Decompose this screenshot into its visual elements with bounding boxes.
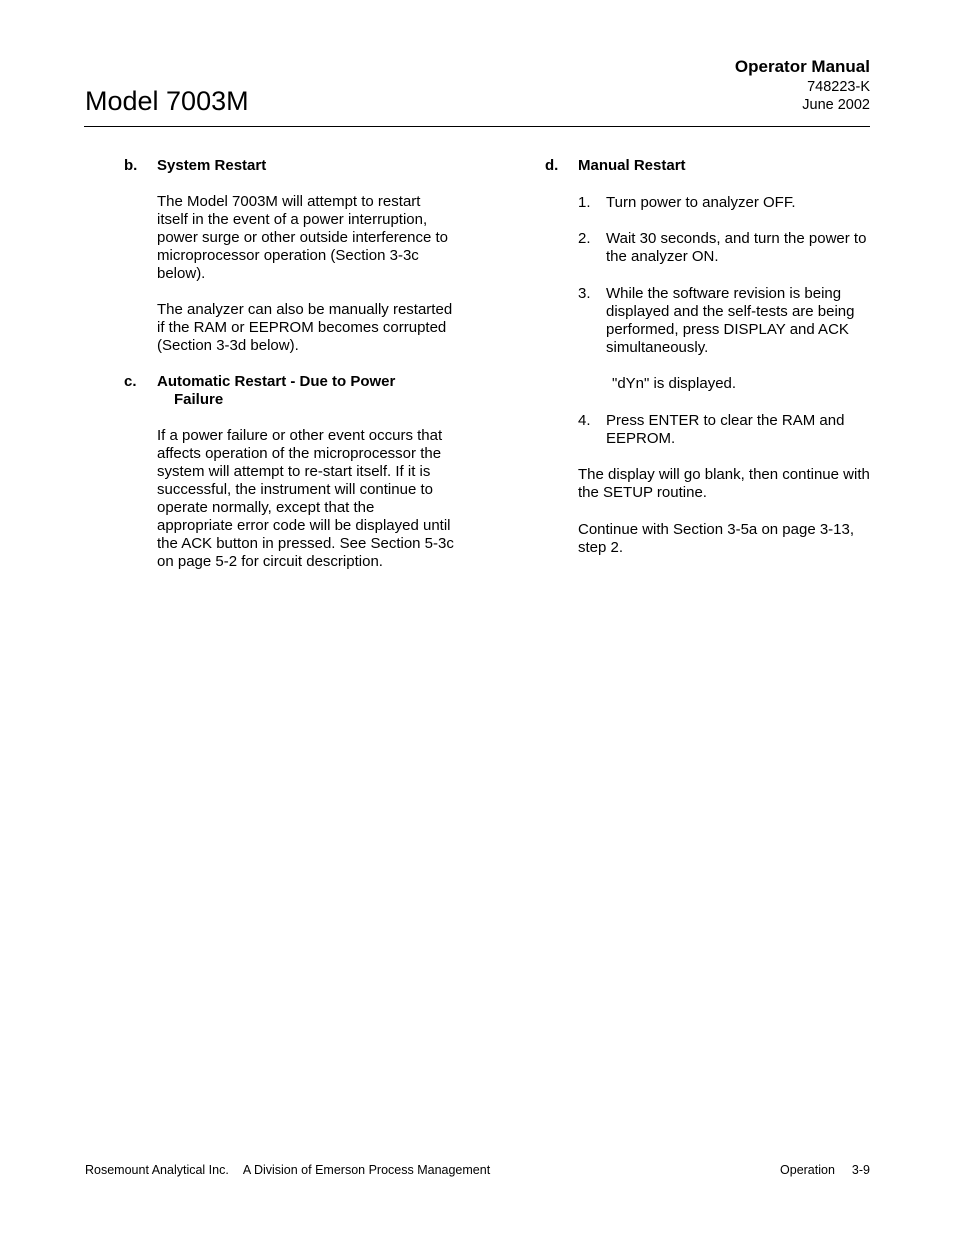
step-3-text: While the software revision is being displayed and the self-tests are being performed, press DISPLAY and ACK simultaneously. [606,285,855,356]
section-b-paragraph-1: The Model 7003M will attempt to restart itself in the event of a power interruption, power surge or other outside interference to microprocessor operation (Section 3-3c below). [157,193,448,282]
after-paragraph-2: Continue with Section 3-5a on page 3-13, step 2. [578,521,855,556]
display-note: "dYn" is displayed. [612,375,737,392]
footer-division: A Division of Emerson Process Management [242,1163,491,1177]
manual-title: Operator Manual [734,57,870,76]
section-c [124,373,454,571]
doc-number: 748223-K [807,79,870,95]
footer-section: Operation [780,1163,835,1177]
left-column [124,157,454,571]
section-b-paragraph-2: The analyzer can also be manually restarted if the RAM or EEPROM becomes corrupted (Section 3-3d below). [157,301,453,354]
after-paragraph-1: The display will go blank, then continue with the SETUP routine. [578,466,870,501]
right-column [545,157,875,557]
footer-company: Rosemount Analytical Inc. [85,1163,229,1177]
page-title: Model 7003M [85,86,249,116]
step-1 [578,194,875,212]
section-c-title-line1: Automatic Restart - Due to Power [157,373,396,390]
section-d-letter: d. [545,157,559,174]
step-3 [578,285,875,357]
page-number: 3-9 [851,1163,870,1177]
header-divider [84,126,870,127]
step-3-number: 3. [578,285,591,302]
section-c-letter: c. [124,373,137,390]
step-2-text: Wait 30 seconds, and turn the power to the analyzer ON. [606,230,867,265]
section-c-paragraph: If a power failure or other event occurs that affects operation of the microprocessor the system will attempt to re-start itself. If it is successful, the instrument will continue to operate normally, except that the appropriate error code will be displayed until the ACK button in pressed. See Section 5-3c on page 5-2 for circuit description. [157,427,454,570]
section-c-title-line2: Failure [174,391,224,408]
header-meta [735,56,870,114]
footer-left [85,1162,490,1178]
step-1-text: Turn power to analyzer OFF. [606,194,796,211]
step-4 [578,412,875,448]
doc-date: June 2002 [802,97,870,113]
step-4-text: Press ENTER to clear the RAM and EEPROM. [606,412,845,447]
section-b-title: System Restart [157,157,267,174]
section-b [124,157,454,355]
step-2-number: 2. [578,230,591,247]
step-1-number: 1. [578,194,591,211]
section-b-letter: b. [124,157,138,174]
section-d [545,157,875,557]
step-2 [578,230,875,266]
step-4-number: 4. [578,412,591,429]
section-d-title: Manual Restart [578,157,686,174]
footer-right [780,1162,870,1178]
